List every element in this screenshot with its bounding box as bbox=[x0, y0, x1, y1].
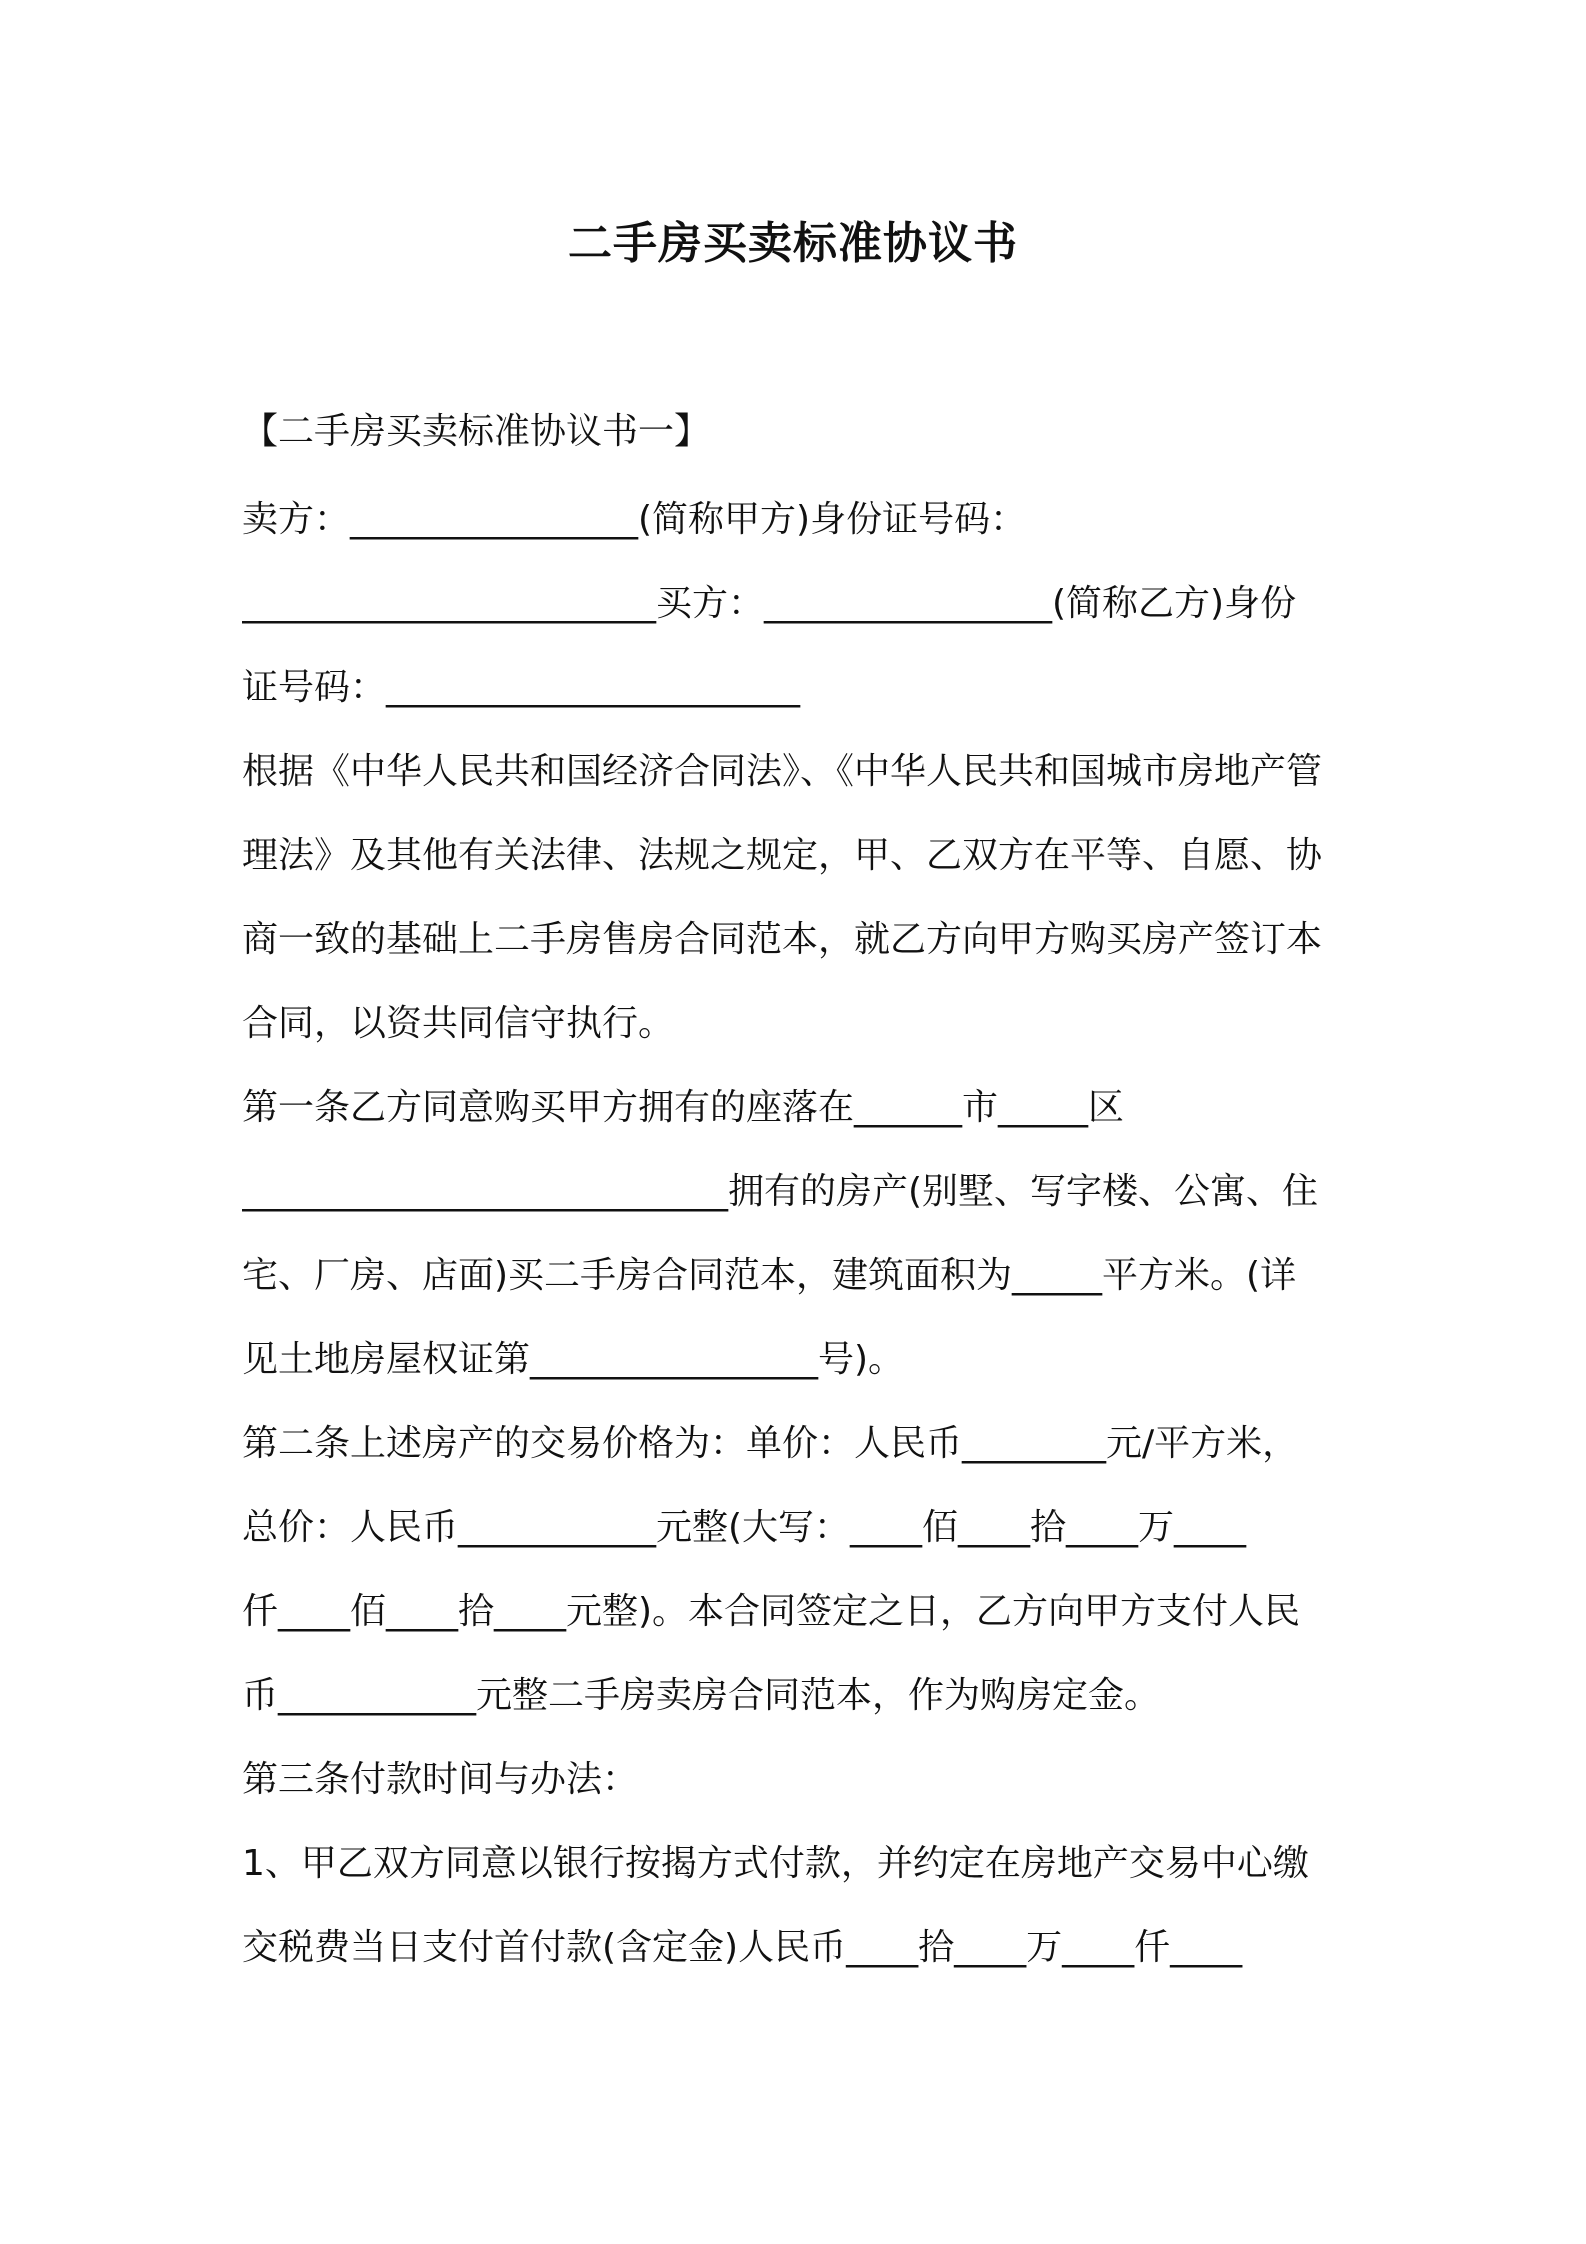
text-line: 第一条乙方同意购买甲方拥有的座落在______市_____区 bbox=[242, 1087, 1125, 1128]
text-line: 仟____佰____拾____元整)。本合同签定之日，乙方向甲方支付人民 bbox=[242, 1591, 1301, 1632]
text-line: 根据《中华人民共和国经济合同法》、《中华人民共和国城市房地产管 bbox=[242, 751, 1323, 792]
text-line: 卖方：________________(简称甲方)身份证号码： bbox=[242, 499, 1027, 540]
text-line: 见土地房屋权证第________________号)。 bbox=[242, 1339, 905, 1380]
text-line: _______________________买方：________________(简称乙方)身份 bbox=[242, 583, 1297, 624]
text-line: 总价：人民币___________元整(大写：____佰____拾____万____ bbox=[242, 1507, 1247, 1548]
text-line: 合同，以资共同信守执行。 bbox=[242, 1003, 675, 1044]
text-line: 宅、厂房、店面)买二手房合同范本，建筑面积为_____平方米。(详 bbox=[242, 1255, 1297, 1296]
text-line: ___________________________拥有的房产(别墅、写字楼、公寓、住 bbox=[242, 1171, 1319, 1212]
text-line: 第三条付款时间与办法： bbox=[242, 1759, 639, 1800]
text-line: 币___________元整二手房卖房合同范本，作为购房定金。 bbox=[242, 1675, 1161, 1716]
text-line: 证号码：_______________________ bbox=[242, 667, 801, 708]
text-line: 交税费当日支付首付款(含定金)人民币____拾____万____仟____ bbox=[242, 1927, 1243, 1968]
text-line: 1、甲乙双方同意以银行按揭方式付款，并约定在房地产交易中心缴 bbox=[242, 1843, 1309, 1884]
text-line: 理法》及其他有关法律、法规之规定，甲、乙双方在平等、自愿、协 bbox=[242, 835, 1323, 876]
document-title: 二手房买卖标准协议书 bbox=[568, 218, 1018, 269]
text-line: 第二条上述房产的交易价格为：单价：人民币________元/平方米， bbox=[242, 1423, 1299, 1464]
section-heading: 【二手房买卖标准协议书一】 bbox=[242, 411, 711, 452]
text-line: 商一致的基础上二手房售房合同范本，就乙方向甲方购买房产签订本 bbox=[242, 919, 1323, 960]
